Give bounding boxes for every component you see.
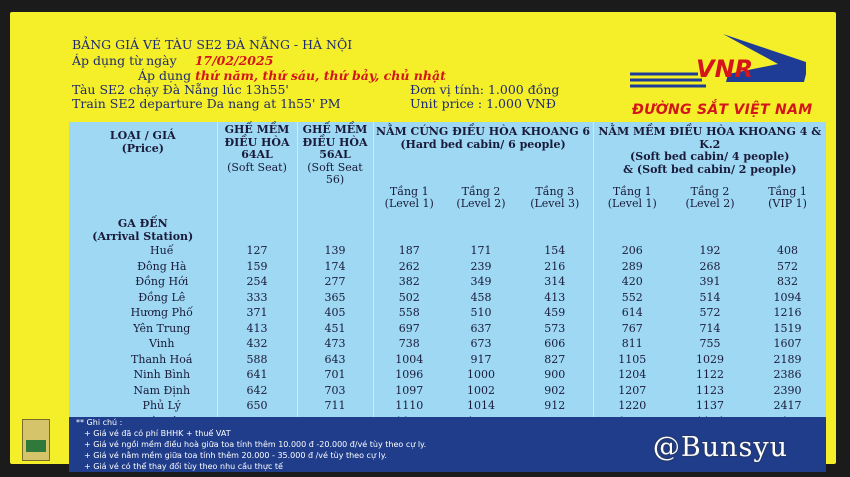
note-item: + Giá vé đã có phí BHHK + thuế VAT (84, 429, 231, 438)
level-header: Tầng 3 (Level 3) (530, 184, 580, 210)
fare-cell: 552 (593, 290, 671, 306)
fare-cell: 2189 (773, 352, 802, 366)
group-softseat-64: GHẾ MỀM ĐIỀU HÒA 64AL (Soft Seat) (217, 122, 297, 218)
apply-days-line (138, 69, 446, 83)
fare-cell: 413 (217, 321, 297, 337)
fare-cell: 641 (217, 367, 297, 383)
fare-cell: 1096 (373, 367, 445, 383)
fare-cell: 408 (777, 244, 799, 257)
station-name: Đồng Lê (138, 290, 186, 304)
fare-cell: 701 (297, 367, 373, 383)
table-row (69, 352, 826, 368)
fare-cell: 902 (544, 383, 566, 397)
station-name: Phủ Lý (142, 399, 181, 412)
fare-cell: 1029 (696, 352, 725, 366)
fare-cell: 1123 (696, 383, 725, 397)
vnr-logo (628, 30, 813, 122)
fare-cell: 382 (373, 274, 445, 290)
fare-cell: 365 (297, 290, 373, 306)
fare-cell: 2386 (773, 368, 802, 381)
fare-cell: 767 (593, 321, 671, 337)
apply-from-date: 17/02/2025 (194, 53, 274, 68)
fare-cell: 1105 (593, 352, 671, 368)
table-row (69, 274, 826, 290)
level-header: Tầng 2 (Level 2) (456, 184, 506, 210)
fare-cell: 572 (777, 259, 799, 273)
fare-cell: 432 (217, 336, 297, 352)
level-header: Tầng 1 (Level 1) (593, 178, 671, 218)
level-header: Tầng 2 (Level 2) (685, 184, 735, 210)
note-item: + Giá vé có thể thay đổi tùy theo nhu cầu thực tế (84, 462, 283, 471)
corner-header (69, 122, 217, 218)
fare-cell: 171 (470, 244, 492, 257)
fare-cell: 391 (699, 275, 721, 288)
fare-cell: 154 (544, 244, 566, 257)
group-hardbed: NẰM CỨNG ĐIỀU HÒA KHOANG 6 (Hard bed cabin/ 6 people) (373, 122, 593, 178)
fare-cell: 703 (297, 383, 373, 399)
fare-cell: 192 (699, 244, 721, 257)
vnr-train-emblem-icon (628, 30, 810, 102)
side-sticker (22, 419, 50, 461)
fare-cell: 1607 (773, 337, 802, 350)
fare-cell: 912 (544, 399, 566, 412)
fare-cell: 268 (699, 259, 721, 273)
fare-cell: 1014 (467, 399, 495, 412)
fare-cell: 314 (544, 275, 566, 288)
fare-cell: 811 (593, 336, 671, 352)
fare-cell: 239 (470, 259, 492, 273)
level-header: Tầng 1 (VIP 1) (768, 184, 807, 210)
station-name: Vinh (149, 337, 175, 350)
table-row (69, 321, 826, 337)
apply-days-value: thứ năm, thứ sáu, thứ bảy, chủ nhật (195, 68, 446, 83)
fare-cell: 1204 (593, 367, 671, 383)
fare-cell: 1000 (467, 368, 495, 381)
fare-cell: 459 (544, 306, 566, 319)
fare-cell: 643 (297, 352, 373, 368)
station-name: Yên Trung (133, 321, 191, 335)
table-row (69, 367, 826, 383)
fare-cell: 187 (373, 243, 445, 259)
fare-cell: 917 (470, 352, 492, 366)
station-name: Huế (150, 244, 174, 257)
table-row (69, 259, 826, 275)
watermark: @Bunsyu (652, 432, 788, 463)
fare-cell: 174 (297, 259, 373, 275)
fare-cell: 1004 (373, 352, 445, 368)
table-row (69, 305, 826, 321)
group-softseat-56: GHẾ MỀM ĐIỀU HÒA 56AL (Soft Seat 56) (297, 122, 373, 218)
fare-cell: 738 (373, 336, 445, 352)
fare-cell: 514 (699, 290, 721, 304)
table-row (69, 398, 826, 414)
fare-cell: 714 (699, 321, 721, 335)
fare-cell: 697 (373, 321, 445, 337)
station-name: Đồng Hới (135, 275, 189, 288)
group-softbed: NẰM MỀM ĐIỀU HÒA KHOANG 4 & K.2 (Soft bed cabin/ 4 people) & (Soft bed cabin/ 2 people) (593, 122, 826, 178)
fare-cell: 333 (217, 290, 297, 306)
fare-cell: 642 (217, 383, 297, 399)
table-row (69, 336, 826, 352)
fare-cell: 711 (297, 398, 373, 414)
vnr-abbr: VNR (696, 55, 754, 83)
fare-table (69, 122, 826, 418)
unit-en: Unit price : 1.000 VNĐ (410, 96, 556, 111)
fare-cell: 637 (470, 321, 492, 335)
fare-cell: 159 (217, 259, 297, 275)
fare-cell: 1002 (467, 383, 495, 397)
fare-cell: 216 (544, 259, 566, 273)
fare-cell: 572 (699, 306, 721, 319)
fare-cell: 458 (470, 290, 492, 304)
note-item: + Giá vé ngồi mềm điều hoà giữa toa tính thêm 10.000 đ -20.000 đ/vé tùy theo cự ly. (84, 440, 427, 449)
corner-label-1: LOẠI / GIÁ (109, 129, 176, 142)
fare-cell: 673 (470, 337, 492, 350)
fare-cell: 413 (544, 290, 566, 304)
notes (76, 417, 426, 472)
fare-cell: 755 (699, 337, 721, 350)
fare-cell: 900 (544, 368, 566, 381)
fare-cell: 1220 (593, 398, 671, 414)
fare-cell: 405 (297, 305, 373, 321)
station-name: Nam Định (133, 383, 191, 397)
fare-cell: 510 (470, 306, 492, 319)
board-title: BẢNG GIÁ VÉ TÀU SE2 ĐÀ NẴNG - HÀ NỘI (72, 37, 353, 52)
notes-heading: ** Ghi chú : (76, 418, 123, 427)
fare-cell: 1519 (773, 321, 802, 335)
fare-cell: 262 (373, 259, 445, 275)
level-header: Tầng 1 (Level 1) (373, 178, 445, 218)
fare-cell: 614 (593, 305, 671, 321)
fare-cell: 277 (297, 274, 373, 290)
departure-en: Train SE2 departure Da nang at 1h55' PM (72, 96, 341, 111)
apply-from-label: Áp dụng từ ngày (72, 53, 177, 68)
fare-cell: 573 (544, 321, 566, 335)
table-row (69, 290, 826, 306)
corner-label-2: (Price) (121, 141, 164, 155)
unit-vi: Đơn vị tính: 1.000 đồng (410, 82, 560, 97)
fare-cell: 606 (544, 337, 566, 350)
apply-days-label: Áp dụng (138, 68, 192, 83)
fare-cell: 1137 (696, 399, 725, 412)
fare-cell: 254 (217, 274, 297, 290)
fare-cell: 289 (593, 259, 671, 275)
departure-vi: Tàu SE2 chạy Đà Nẵng lúc 13h55' (72, 82, 289, 97)
note-item: + Giá vé nằm mềm giữa toa tính thêm 20.000 - 35.000 đ /vé tùy theo cự ly. (84, 451, 387, 460)
fare-cell: 502 (373, 290, 445, 306)
fare-cell: 139 (297, 243, 373, 259)
fare-cell: 206 (593, 243, 671, 259)
vnr-name: ĐƯỜNG SẮT VIỆT NAM (632, 102, 813, 118)
fare-cell: 371 (217, 305, 297, 321)
fare-cell: 588 (217, 352, 297, 368)
fare-cell: 827 (544, 352, 566, 366)
fare-cell: 473 (297, 336, 373, 352)
fare-cell: 451 (297, 321, 373, 337)
fare-cell: 1097 (373, 383, 445, 399)
fare-cell: 1110 (373, 398, 445, 414)
fare-cell: 1207 (593, 383, 671, 399)
fare-cell: 558 (373, 305, 445, 321)
fare-cell: 832 (777, 275, 799, 288)
table-row (69, 243, 826, 259)
price-board-screen (10, 12, 836, 471)
fare-cell: 2390 (773, 383, 802, 397)
fare-cell: 1122 (696, 368, 725, 381)
station-name: Hương Phố (130, 306, 193, 319)
station-name: Ninh Bình (133, 368, 191, 381)
table-row (69, 383, 826, 399)
fare-rows (69, 243, 826, 429)
fare-cell: 127 (217, 243, 297, 259)
fare-cell: 1216 (773, 306, 802, 319)
fare-cell: 349 (470, 275, 492, 288)
fare-cell: 1094 (773, 290, 802, 304)
arrival-header: GA ĐẾN (Arrival Station) (92, 217, 194, 243)
apply-from-line (72, 54, 273, 68)
station-name: Thanh Hoá (131, 352, 193, 366)
fare-cell: 420 (593, 274, 671, 290)
fare-cell: 2417 (773, 399, 802, 412)
fare-cell: 650 (217, 398, 297, 414)
station-name: Đông Hà (137, 259, 187, 273)
